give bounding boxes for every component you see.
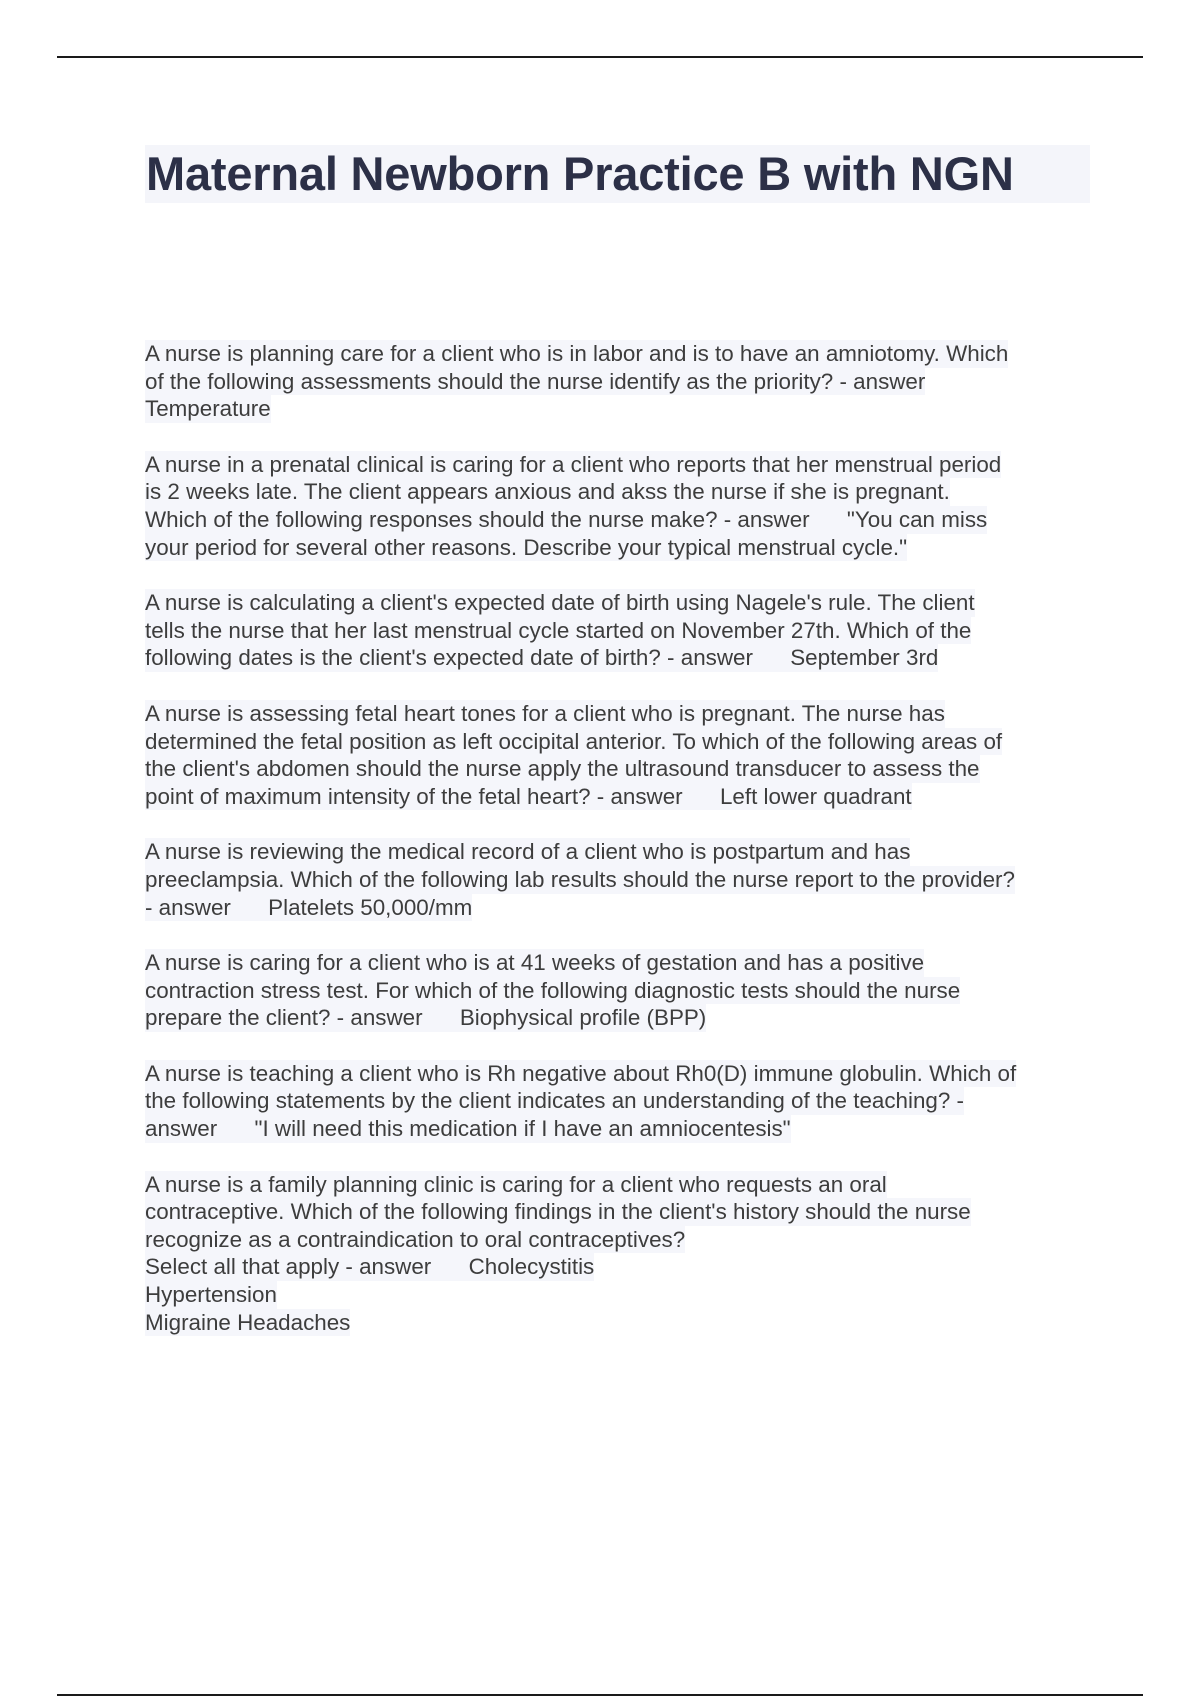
qa-line: A nurse is caring for a client who is at 41 weeks of gestation and has a positive	[145, 950, 925, 976]
qa-line: following dates is the client's expected date of birth? - answer September 3rd	[145, 645, 939, 671]
qa-item	[145, 838, 1100, 921]
qa-line: Which of the following responses should the nurse make? - answer "You can miss	[145, 506, 988, 532]
document-title: Maternal Newborn Practice B with NGN	[145, 145, 1090, 203]
qa-item	[145, 589, 1100, 672]
qa-line: is 2 weeks late. The client appears anxious and akss the nurse if she is pregnant.	[145, 479, 950, 505]
qa-line: the client's abdomen should the nurse apply the ultrasound transducer to assess the	[145, 756, 980, 782]
qa-line: determined the fetal position as left occipital anterior. To which of the following areas of	[145, 728, 1003, 754]
qa-line: Hypertension	[145, 1282, 277, 1308]
qa-line: A nurse is planning care for a client who is in labor and is to have an amniotomy. Which	[145, 341, 1009, 366]
qa-line: Migraine Headaches	[145, 1309, 351, 1335]
qa-line: A nurse in a prenatal clinical is caring for a client who reports that her menstrual period	[145, 451, 1002, 477]
qa-item	[145, 700, 1100, 810]
qa-line: contraction stress test. For which of the following diagnostic tests should the nurse	[145, 977, 961, 1003]
qa-line: of the following assessments should the nurse identify as the priority? - answer	[145, 368, 926, 394]
bottom-rule	[57, 1694, 1143, 1696]
qa-item	[145, 1060, 1100, 1143]
qa-line: prepare the client? - answer Biophysical profile (BPP)	[145, 1005, 707, 1031]
qa-item	[145, 949, 1100, 1032]
qa-line: A nurse is a family planning clinic is caring for a client who requests an oral	[145, 1171, 887, 1197]
qa-line: Temperature	[145, 396, 271, 422]
qa-line: A nurse is calculating a client's expected date of birth using Nagele's rule. The client	[145, 590, 975, 616]
qa-line: tells the nurse that her last menstrual cycle started on November 27th. Which of the	[145, 617, 972, 643]
qa-line: A nurse is assessing fetal heart tones for a client who is pregnant. The nurse has	[145, 700, 945, 726]
qa-line: contraceptive. Which of the following findings in the client's history should the nurse	[145, 1199, 971, 1225]
qa-list	[145, 340, 1100, 1364]
qa-line: preeclampsia. Which of the following lab results should the nurse report to the provider?	[145, 866, 1015, 892]
qa-line: the following statements by the client indicates an understanding of the teaching? -	[145, 1088, 965, 1114]
qa-item	[145, 340, 1100, 423]
qa-line: Select all that apply - answer Cholecystitis	[145, 1254, 595, 1280]
top-rule	[57, 56, 1143, 58]
qa-item	[145, 1171, 1100, 1337]
qa-line: - answer Platelets 50,000/mm	[145, 894, 473, 920]
qa-line: A nurse is teaching a client who is Rh negative about Rh0(D) immune globulin. Which of	[145, 1060, 1017, 1086]
qa-line: your period for several other reasons. Describe your typical menstrual cycle."	[145, 534, 908, 560]
qa-line: answer "I will need this medication if I have an amniocentesis"	[145, 1116, 791, 1142]
qa-line: A nurse is reviewing the medical record of a client who is postpartum and has	[145, 839, 911, 865]
qa-item	[145, 451, 1100, 561]
qa-line: point of maximum intensity of the fetal heart? - answer Left lower quadrant	[145, 783, 912, 809]
qa-line: recognize as a contraindication to oral contraceptives?	[145, 1226, 686, 1252]
